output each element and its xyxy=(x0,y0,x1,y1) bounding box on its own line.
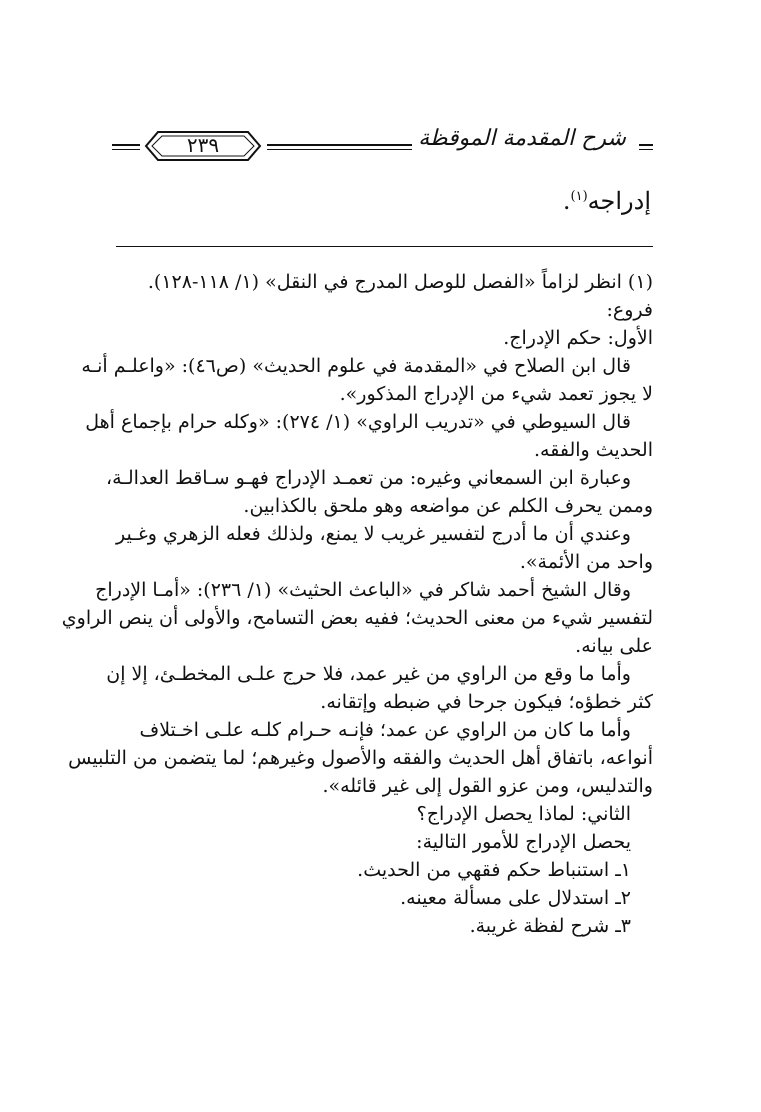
footnote-line: الثاني: لماذا يحصل الإدراج؟ xyxy=(416,803,631,825)
footnote-line: والتدليس، ومن عزو القول إلى غير قائله». xyxy=(322,775,653,797)
page-header xyxy=(112,126,652,168)
running-title: شرح المقدمة الموقظة xyxy=(412,122,632,156)
footnote-line: الحديث والفقه. xyxy=(534,439,653,461)
footnote-line: قال السيوطي في «تدريب الراوي» (١/ ٢٧٤): «وكله حرام بإجماع أهل xyxy=(85,411,631,433)
footnote-line: لا يجوز تعمد شيء من الإدراج المذكور». xyxy=(339,383,653,405)
footnote-line: وقال الشيخ أحمد شاكر في «الباعث الحثيث» (١/ ٢٣٦): «أمـا الإدراج xyxy=(95,579,631,601)
footnote-line: وممن يحرف الكلم عن مواضعه وهو ملحق بالكذابين. xyxy=(243,495,653,517)
footnote-separator xyxy=(116,246,653,247)
footnote-line: قال ابن الصلاح في «المقدمة في علوم الحديث» (ص٤٦): «واعلـم أنـه xyxy=(81,355,631,377)
main-text: إدراجه xyxy=(587,187,651,215)
footnote-line: (١) انظر لزاماً «الفصل للوصل المدرج في النقل» (١/ ١١٨-١٢٨). xyxy=(147,271,653,293)
footnote-line: فروع: xyxy=(606,299,653,321)
footnote-ref: (١) xyxy=(570,189,588,204)
footnote-line: على بيانه. xyxy=(575,635,653,657)
footnote-line: وعبارة ابن السمعاني وغيره: من تعمـد الإدراج فهـو سـاقط العدالـة، xyxy=(105,467,631,489)
footnote-line: وأما ما وقع من الراوي من غير عمد، فلا حرج علـى المخطـئ، إلا إن xyxy=(106,663,631,685)
footnotes-block xyxy=(61,268,653,940)
footnote-line: وأما ما كان من الراوي عن عمد؛ فإنـه حـرام كلـه علـى اخـتلاف xyxy=(139,719,631,741)
footnote-line: ١ـ استنباط حكم فقهي من الحديث. xyxy=(357,859,631,881)
footnote-line: ٢ـ استدلال على مسألة معينه. xyxy=(400,887,631,909)
footnote-line: ٣ـ شرح لفظة غريبة. xyxy=(469,915,631,937)
footnote-line: كثر خطؤه؛ فيكون جرحا في ضبطه وإتقانه. xyxy=(320,691,653,713)
footnote-line: الأول: حكم الإدراج. xyxy=(503,327,653,349)
footnote-line: لتفسير شيء من معنى الحديث؛ ففيه بعض التسامح، والأولى أن ينص الراوي xyxy=(61,607,653,629)
main-text-end: . xyxy=(562,187,571,215)
header-rule-left xyxy=(112,144,140,150)
footnote-line: واحد من الأئمة». xyxy=(519,551,653,573)
page-number: ٢٣٩ xyxy=(186,133,220,157)
footnote-line: أنواعه، باتفاق أهل الحديث والفقه والأصول وغيرهم؛ لما يتضمن من التلبيس xyxy=(68,747,653,769)
main-text-line xyxy=(563,180,651,218)
footnote-line: وعندي أن ما أدرج لتفسير غريب لا يمنع، ولذلك فعله الزهري وغـير xyxy=(116,523,631,545)
footnote-line: يحصل الإدراج للأمور التالية: xyxy=(416,831,631,853)
header-rule-right xyxy=(639,144,653,150)
